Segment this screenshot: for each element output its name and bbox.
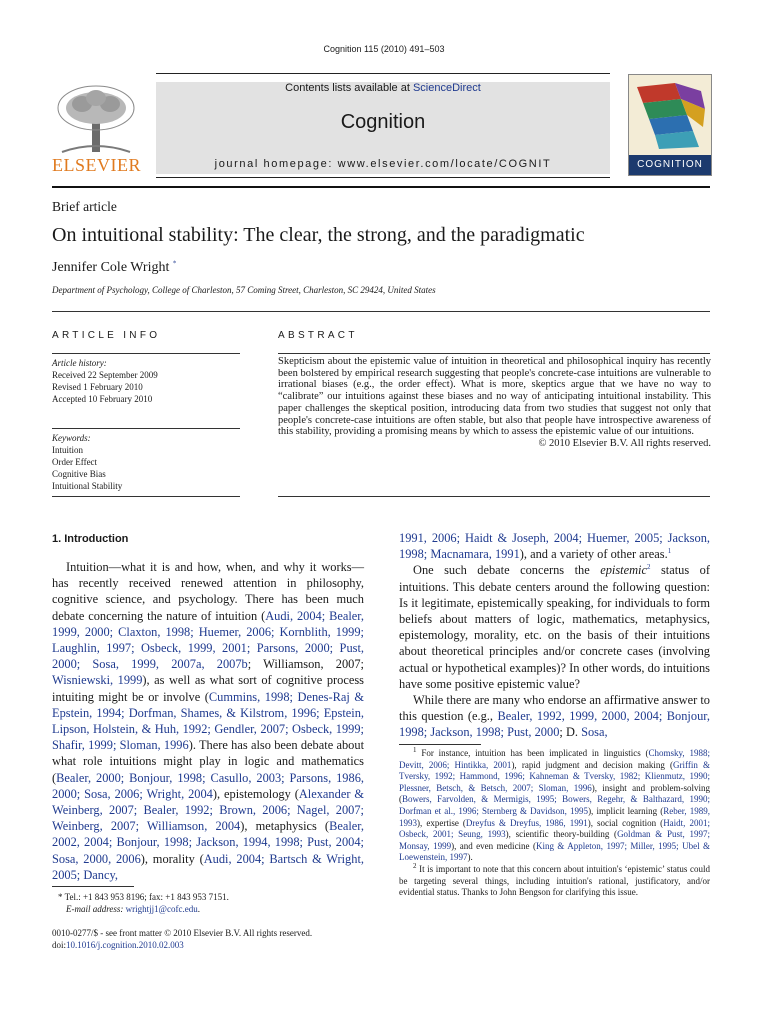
abstract-end-rule	[278, 496, 710, 497]
citation-link[interactable]: Sosa,	[581, 725, 608, 740]
email-link[interactable]: wrightjj1@cofc.edu	[125, 904, 198, 914]
citation-link[interactable]: King & Appleton, 1997; Miller, 1995; Ubel & Loewenstein, 1997	[399, 840, 710, 863]
article-info-rule	[52, 353, 240, 354]
history-received: Received 22 September 2009	[52, 370, 158, 380]
article-title: On intuitional stability: The clear, the strong, and the paradigmatic	[52, 224, 585, 246]
footnote-1: $^1$ For instance, intuition has been implicated in linguistics (Chomsky, 1988; Devitt, 2006; Hintikka, 2001), rapid judgment and decision making (Griffin & Tversky, 1992; Hammond, 1996; Kahneman & Tversky, 1982; Klienmutz, 1990; Plessner, Betsch, & Betsch, 2007; Sloman, 1996), insight and problem-solving (Bowers, Farvolden, & Mermigis, 1995; Bowers, Regehr, & Balthazard, 1990; Dorfman et al., 1996; Sternberg & Davidson, 1995), implicit learning (Reber, 1989, 1993), expertise (Dreyfus & Dreyfus, 1986, 1991), social cognition (Haidt, 2001; Osbeck, 2001; Seung, 1993), scientific theory-building (Goldman & Pust, 1997; Monsay, 1999), and even medicine (King & Appleton, 1997; Miller, 1995; Ubel & Loewenstein, 1997).	[399, 746, 711, 863]
abstract-heading: ABSTRACT	[278, 330, 358, 341]
history-label: Article history:	[52, 358, 107, 368]
author-footnote-mark[interactable]: *	[172, 259, 177, 268]
journal-cover[interactable]	[628, 74, 712, 176]
footnote-2: $^2$ It is important to note that this concern about intuition's ‘epistemic’ status could be targeting several things, including intuition's rational, justificatory, and/or evidential status. Thanks to John Bengson for clarifying this issue.	[399, 861, 711, 898]
intro-paragraph: While there are many who endorse an affirmative answer to this question (e.g., Bealer, 1992, 1999, 2000, 2004; Bonjour, 1998; Jackson, 1998; Pust, 2000; D. Sosa,	[399, 693, 710, 740]
footnote-ref[interactable]: 2	[647, 563, 651, 572]
citation-link[interactable]: Alexander & Weinberg, 2007; Bealer, 1992; Brown, 2006; Nagel, 2007; Weinberg, 2007; Williamson, 2004	[52, 786, 364, 834]
citation-link[interactable]: Audi, 2004; Bealer, 1999, 2000; Claxton, 1998; Huemer, 2006; Kornblith, 1999; Laughlin, 1997; Osbeck, 1999, 2001; Parsons, 2000; Pust, 2000; Sosa, 1999, 2007a, 2007b	[52, 608, 365, 672]
author-affiliation: Department of Psychology, College of Charleston, 57 Coming Street, Charleston, SC 29424, United States	[52, 285, 436, 295]
abstract-body	[278, 356, 711, 450]
correspondence-rule	[52, 886, 134, 887]
article-history	[52, 357, 158, 405]
front-matter	[52, 927, 452, 951]
citation-link[interactable]: Bowers, Farvolden, & Mermigis, 1995; Bowers, Regehr, & Balthazard, 1990; Dorfman et al., 1996; Sternberg & Davidson, 1995	[399, 794, 710, 816]
citation-link[interactable]: Wisniewski, 1999	[52, 673, 143, 688]
keywords-rule	[52, 428, 240, 429]
journal-citation: Cognition 115 (2010) 491–503	[323, 44, 445, 54]
footnote-rule	[399, 744, 481, 745]
correspondence-note	[52, 891, 364, 915]
masthead-rule	[52, 186, 710, 188]
contents-line: Contents lists available at ScienceDirect	[285, 82, 481, 94]
cover-label: COGNITION	[629, 155, 711, 175]
elsevier-wordmark: ELSEVIER	[52, 155, 141, 175]
intro-column-right	[399, 530, 710, 741]
citation-link[interactable]: Griffin & Tversky, 1992; Hammond, 1996; Kahneman & Tversky, 1982; Klienmutz, 1990; Plessner, Betsch, & Betsch, 2007; Sloman, 1996	[399, 759, 710, 793]
citation-link[interactable]: Bealer, 2002, 2004; Bonjour, 1998; Jackson, 1994, 1998; Pust, 2004; Sosa, 2000, 2006	[52, 819, 364, 866]
citation-link[interactable]: Audi, 2004; Bartsch & Wright, 2005; Dancy,	[52, 851, 364, 882]
header-bottom-rule	[156, 177, 610, 178]
doi-link[interactable]: 10.1016/j.cognition.2010.02.003	[66, 940, 184, 950]
abstract-copyright: © 2010 Elsevier B.V. All rights reserved.	[538, 437, 711, 449]
footnote-ref[interactable]: 1	[667, 547, 672, 556]
journal-name: Cognition	[340, 111, 426, 133]
journal-homepage[interactable]: journal homepage: www.elsevier.com/locate/COGNIT	[214, 158, 552, 170]
history-accepted: Accepted 10 February 2010	[52, 394, 153, 404]
citation-link[interactable]: Haidt, 2001; Osbeck, 2001; Seung, 1993	[399, 817, 711, 840]
elsevier-logo[interactable]	[52, 80, 140, 176]
citation-link[interactable]: Reber, 1989, 1993	[399, 805, 710, 828]
cover-art-icon	[629, 75, 711, 155]
doi-line: doi:10.1016/j.cognition.2010.02.003	[52, 940, 184, 950]
citation-link[interactable]: Bealer, 2000; Bonjour, 1998; Casullo, 2003; Parsons, 1986, 2000; Sosa, 2006; Wright, 2004	[52, 770, 364, 801]
citation-link[interactable]: 1991, 2006; Haidt & Joseph, 2004; Huemer, 2005; Jackson, 1998; Macnamara, 1991	[399, 531, 710, 562]
abstract-text: Skepticism about the epistemic value of intuition in theoretical and philosophical inquiry has recently been bolstered by empirical research suggesting that people's concrete-case intuitions are vulnerable to irrational biases (e.g., the order effect). What is more, skeptics argue that we have no way to “calibrate” our intuitions against these biases and no way of anticipating intuitional instability. This paper challenges the skeptical position, introducing data from two studies that suggest not only that people's concrete-case intuitions are often stable, but also that people have introspective awareness of this stability, providing a promising means by which to assess the epistemic value of our intuitions.	[278, 356, 711, 438]
history-revised: Revised 1 February 2010	[52, 382, 143, 392]
citation-link[interactable]: Goldman & Pust, 1997; Monsay, 1999	[399, 829, 710, 851]
citation-link[interactable]: Bealer, 1992, 1999, 2000, 2004; Bonjour, 1998; Jackson, 1998; Pust, 2000	[399, 709, 710, 740]
issn-line: 0010-0277/$ - see front matter © 2010 Elsevier B.V. All rights reserved.	[52, 928, 313, 938]
footnotes	[399, 748, 710, 899]
header-top-rule	[156, 73, 610, 74]
correspondence-tel: * Tel.: +1 843 953 8196; fax: +1 843 953 7151.	[58, 892, 229, 902]
keyword: Intuitional Stability	[52, 481, 123, 491]
article-type: Brief article	[52, 199, 117, 214]
correspondence-email: E-mail address: wrightjj1@cofc.edu.	[66, 904, 200, 914]
citation-link[interactable]: Dreyfus & Dreyfus, 1986, 1991	[465, 817, 588, 828]
intro-paragraph: Intuition—what it is and how, when, and why it works—has recently received renewed attention in philosophy, cognitive science, and psychology. There has been much debate concerning the nature of intuition (Audi, 2004; Bealer, 1999, 2000; Claxton, 1998; Huemer, 2006; Kornblith, 1999; Laughlin, 1997; Osbeck, 1999, 2001; Parsons, 2000; Pust, 2000; Sosa, 1999, 2007a, 2007b; Williamson, 2007; Wisniewski, 1999), as well as what sort of cognitive process intuiting might be or involve (Cummins, 1998; Denes-Raj & Epstein, 1994; Dorfman, Shames, & Kilstrom, 1996; Epstein, Lipson, Holstein, & Huh, 1992; Gendler, 2007; Osbeck, 1999; Shafir, 1999; Sloman, 1996). There has also been debate about what role intuitions might play in logic and mathematics (Bealer, 2000; Bonjour, 1998; Casullo, 2003; Parsons, 1986, 2000; Sosa, 2006; Wright, 2004), epistemology (Alexander & Weinberg, 2007; Bealer, 1992; Brown, 2006; Nagel, 2007; Weinberg, 2007; Williamson, 2004), metaphysics (Bealer, 2002, 2004; Bonjour, 1998; Jackson, 1994, 1998; Pust, 2004; Sosa, 2000, 2006), morality (Audi, 2004; Bartsch & Wright, 2005; Dancy,	[52, 560, 365, 882]
citation-link[interactable]: Chomsky, 1988; Devitt, 2006; Hintikka, 2001	[399, 748, 710, 770]
author-name: Jennifer Cole Wright *	[52, 259, 177, 275]
sciencedirect-link[interactable]: ScienceDirect	[412, 82, 481, 94]
keyword: Cognitive Bias	[52, 469, 106, 479]
keyword: Intuition	[52, 445, 83, 455]
keyword: Order Effect	[52, 457, 98, 467]
title-rule	[52, 311, 710, 312]
abstract-rule	[278, 353, 710, 354]
citation-link[interactable]: Cummins, 1998; Denes-Raj & Epstein, 1994; Dorfman, Shames, & Kilstrom, 1996; Epstein, Lipson, Holstein, & Huh, 1992; Gendler, 2007; Osbeck, 1999; Shafir, 1999; Sloman, 1996	[52, 689, 364, 753]
info-end-rule	[52, 496, 240, 497]
article-info-heading: ARTICLE INFO	[52, 330, 161, 341]
keywords-label: Keywords:	[52, 433, 91, 443]
intro-paragraph-cont: 1991, 2006; Haidt & Joseph, 2004; Huemer, 2005; Jackson, 1998; Macnamara, 1991), and a variety of other areas.$^1$	[399, 531, 710, 562]
intro-paragraph: One such debate concerns the epistemic$^2$ status of intuitions. This debate centers around the following question: Is it legitimate, epistemically speaking, for individuals to form beliefs about matters of logic, mathematics, metaphysics, epistemology, morality, etc. on the basis of their intuitions about theoretical principles and/or concrete cases (involving actual or hypothetical examples)? In other words, do intuitions have some positive epistemic value?	[399, 563, 710, 691]
intro-column-left	[52, 559, 364, 883]
section-heading: 1. Introduction	[52, 533, 129, 545]
keywords	[52, 432, 122, 492]
